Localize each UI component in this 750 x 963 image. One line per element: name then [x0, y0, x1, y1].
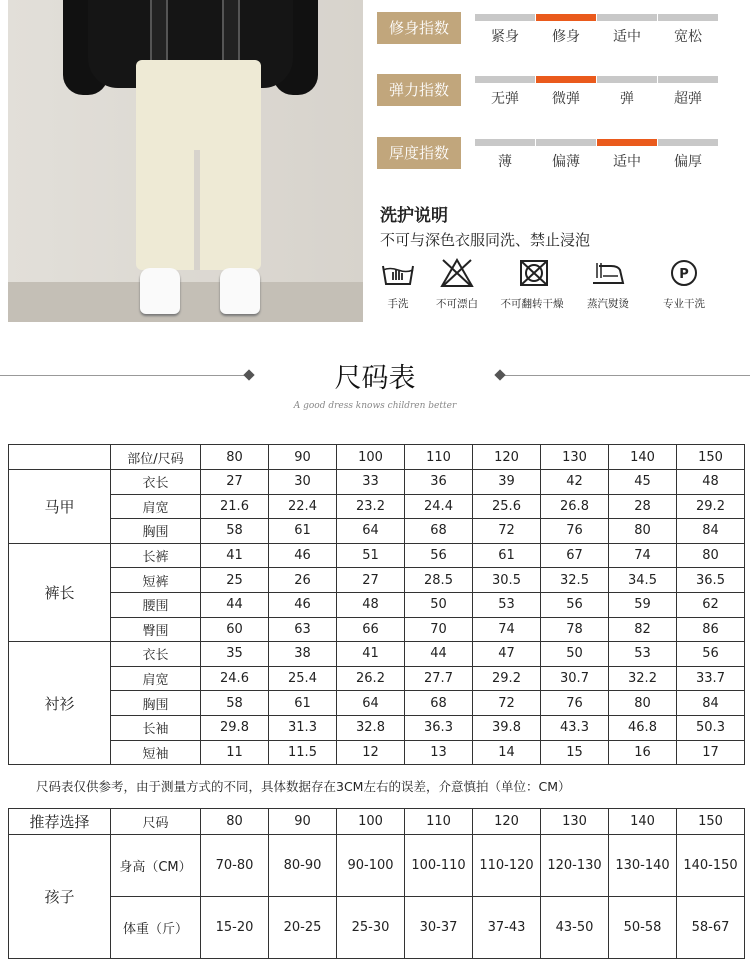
- care-label-dry-clean: 专业干洗: [663, 298, 705, 310]
- recommend-value-cell: 120-130: [541, 835, 609, 897]
- size-value-cell: 56: [677, 642, 745, 667]
- size-row: [9, 494, 745, 519]
- recommend-value-cell: 90-100: [337, 835, 405, 897]
- size-chart-note: 尺码表仅供参考，由于测量方式的不同，具体数据存在3CM左右的误差，介意慎拍（单位：CM）: [36, 779, 571, 794]
- recommend-group-label: 孩子: [9, 835, 111, 959]
- size-value-cell: 50: [541, 642, 609, 667]
- recommend-row: [9, 897, 745, 959]
- size-value-cell: 28.5: [405, 568, 473, 593]
- care-label-steam-iron: 蒸汽熨烫: [587, 298, 629, 310]
- hand-wash-icon: [381, 258, 415, 288]
- recommend-value-cell: 20-25: [269, 897, 337, 959]
- size-value-cell: 44: [405, 642, 473, 667]
- size-value-cell: 42: [541, 470, 609, 495]
- recommend-value-cell: 58-67: [677, 897, 745, 959]
- size-header-row: [9, 445, 745, 470]
- fit-index-segment: [658, 14, 718, 21]
- recommend-value-cell: 100-110: [405, 835, 473, 897]
- size-row: [9, 691, 745, 716]
- size-value-cell: 80: [677, 543, 745, 568]
- size-value-cell: 29.8: [201, 715, 269, 740]
- size-value-cell: 61: [269, 519, 337, 544]
- size-value-cell: 26.8: [541, 494, 609, 519]
- thickness-index-segment: [658, 139, 718, 146]
- size-value-cell: 66: [337, 617, 405, 642]
- size-value-cell: 30.5: [473, 568, 541, 593]
- fit-index-option: 修身: [552, 29, 580, 45]
- size-header-cell: 80: [201, 445, 269, 470]
- size-value-cell: 29.2: [677, 494, 745, 519]
- stretch-index-segment: [536, 76, 596, 83]
- size-value-cell: 68: [405, 691, 473, 716]
- size-value-cell: 58: [201, 519, 269, 544]
- dry-clean-icon: [667, 258, 701, 288]
- recommend-size-cell: 130: [541, 809, 609, 835]
- recommend-value-cell: 80-90: [269, 835, 337, 897]
- size-value-cell: 22.4: [269, 494, 337, 519]
- care-label-no-bleach: 不可漂白: [436, 298, 478, 310]
- size-header-empty: [9, 445, 111, 470]
- size-part-label: 长裤: [111, 543, 201, 568]
- size-value-cell: 50.3: [677, 715, 745, 740]
- care-instructions: 不可与深色衣服同洗、禁止浸泡: [380, 231, 591, 249]
- size-value-cell: 72: [473, 519, 541, 544]
- size-value-cell: 56: [541, 592, 609, 617]
- thickness-index-segment: [536, 139, 596, 146]
- size-row: [9, 715, 745, 740]
- fit-index-segment: [597, 14, 657, 21]
- size-value-cell: 46: [269, 592, 337, 617]
- recommend-size-cell: 100: [337, 809, 405, 835]
- svg-text:P: P: [679, 267, 689, 282]
- size-chart-subtitle: A good dress knows children better: [293, 401, 457, 411]
- size-value-cell: 30.7: [541, 666, 609, 691]
- size-row: [9, 617, 745, 642]
- size-value-cell: 32.8: [337, 715, 405, 740]
- recommend-value-cell: 30-37: [405, 897, 473, 959]
- size-group-label: 裤长: [9, 543, 111, 641]
- no-bleach-icon: [440, 258, 474, 288]
- recommend-size-label: 尺码: [111, 809, 201, 835]
- size-value-cell: 30: [269, 470, 337, 495]
- size-value-cell: 13: [405, 740, 473, 765]
- divider-diamond-left: [243, 369, 254, 380]
- size-value-cell: 64: [337, 691, 405, 716]
- size-row: [9, 543, 745, 568]
- size-value-cell: 26.2: [337, 666, 405, 691]
- recommend-value-cell: 37-43: [473, 897, 541, 959]
- size-value-cell: 15: [541, 740, 609, 765]
- fit-index-option: 适中: [613, 29, 641, 45]
- divider-diamond-right: [494, 369, 505, 380]
- size-value-cell: 86: [677, 617, 745, 642]
- size-value-cell: 23.2: [337, 494, 405, 519]
- size-row: [9, 519, 745, 544]
- size-value-cell: 59: [609, 592, 677, 617]
- size-value-cell: 47: [473, 642, 541, 667]
- size-value-cell: 43.3: [541, 715, 609, 740]
- size-value-cell: 46: [269, 543, 337, 568]
- size-row: [9, 740, 745, 765]
- size-value-cell: 25.4: [269, 666, 337, 691]
- size-header-cell: 150: [677, 445, 745, 470]
- size-value-cell: 48: [337, 592, 405, 617]
- thickness-index-option: 偏厚: [674, 154, 702, 170]
- size-value-cell: 32.2: [609, 666, 677, 691]
- recommend-value-cell: 15-20: [201, 897, 269, 959]
- size-value-cell: 39.8: [473, 715, 541, 740]
- size-value-cell: 34.5: [609, 568, 677, 593]
- size-row: [9, 642, 745, 667]
- size-part-label: 腰围: [111, 592, 201, 617]
- size-header-cell: 110: [405, 445, 473, 470]
- size-value-cell: 33.7: [677, 666, 745, 691]
- thickness-index-option: 薄: [498, 154, 512, 170]
- thickness-index-segment: [475, 139, 535, 146]
- size-value-cell: 25: [201, 568, 269, 593]
- size-part-label: 短裤: [111, 568, 201, 593]
- stretch-index-option: 弹: [620, 91, 634, 107]
- size-value-cell: 74: [473, 617, 541, 642]
- thickness-index-option: 偏薄: [552, 154, 580, 170]
- fit-index-label: 修身指数: [377, 12, 461, 44]
- recommend-size-cell: 140: [609, 809, 677, 835]
- size-row: [9, 568, 745, 593]
- fit-index-segment: [475, 14, 535, 21]
- suspender-strap-right: [222, 0, 240, 68]
- size-value-cell: 11.5: [269, 740, 337, 765]
- size-value-cell: 14: [473, 740, 541, 765]
- stretch-index-option: 微弹: [552, 91, 580, 107]
- thickness-index-label: 厚度指数: [377, 137, 461, 169]
- size-value-cell: 32.5: [541, 568, 609, 593]
- recommend-value-cell: 110-120: [473, 835, 541, 897]
- size-value-cell: 16: [609, 740, 677, 765]
- size-value-cell: 67: [541, 543, 609, 568]
- recommend-value-cell: 43-50: [541, 897, 609, 959]
- size-value-cell: 46.8: [609, 715, 677, 740]
- recommend-value-cell: 25-30: [337, 897, 405, 959]
- size-header-cell: 120: [473, 445, 541, 470]
- size-value-cell: 63: [269, 617, 337, 642]
- size-value-cell: 60: [201, 617, 269, 642]
- photo-floor: [8, 282, 363, 322]
- recommend-size-cell: 150: [677, 809, 745, 835]
- size-chart-title: 尺码表: [334, 363, 416, 394]
- size-value-cell: 50: [405, 592, 473, 617]
- size-header-cell: 140: [609, 445, 677, 470]
- size-value-cell: 51: [337, 543, 405, 568]
- size-value-cell: 38: [269, 642, 337, 667]
- size-value-cell: 21.6: [201, 494, 269, 519]
- size-part-label: 短袖: [111, 740, 201, 765]
- divider-right: [500, 375, 750, 376]
- size-value-cell: 35: [201, 642, 269, 667]
- suspender-strap-left: [150, 0, 168, 68]
- size-value-cell: 80: [609, 691, 677, 716]
- size-value-cell: 61: [269, 691, 337, 716]
- size-value-cell: 25.6: [473, 494, 541, 519]
- recommend-size-cell: 110: [405, 809, 473, 835]
- recommend-size-cell: 90: [269, 809, 337, 835]
- size-value-cell: 44: [201, 592, 269, 617]
- recommend-table: [8, 808, 745, 959]
- size-row: [9, 470, 745, 495]
- size-value-cell: 36.5: [677, 568, 745, 593]
- stretch-index-option: 超弹: [674, 91, 702, 107]
- white-shoe-left: [140, 268, 180, 314]
- size-part-label: 衣长: [111, 642, 201, 667]
- steam-iron-icon: [591, 258, 625, 288]
- size-value-cell: 61: [473, 543, 541, 568]
- size-value-cell: 31.3: [269, 715, 337, 740]
- size-value-cell: 84: [677, 519, 745, 544]
- size-part-label: 胸围: [111, 519, 201, 544]
- size-value-cell: 29.2: [473, 666, 541, 691]
- recommend-title: 推荐选择: [9, 809, 111, 835]
- size-value-cell: 27.7: [405, 666, 473, 691]
- size-row: [9, 666, 745, 691]
- size-group-label: 衬衫: [9, 642, 111, 765]
- stretch-index-segment: [658, 76, 718, 83]
- size-header-cell: 100: [337, 445, 405, 470]
- care-label-hand-wash: 手洗: [387, 298, 409, 310]
- size-value-cell: 27: [337, 568, 405, 593]
- white-shoe-right: [220, 268, 260, 314]
- recommend-header-row: [9, 809, 745, 835]
- fit-index-option: 紧身: [491, 29, 519, 45]
- size-header-cell: 130: [541, 445, 609, 470]
- recommend-value-cell: 140-150: [677, 835, 745, 897]
- size-value-cell: 41: [201, 543, 269, 568]
- size-value-cell: 36.3: [405, 715, 473, 740]
- size-value-cell: 39: [473, 470, 541, 495]
- size-part-label: 衣长: [111, 470, 201, 495]
- size-value-cell: 41: [337, 642, 405, 667]
- size-part-label: 肩宽: [111, 494, 201, 519]
- recommend-value-cell: 130-140: [609, 835, 677, 897]
- size-value-cell: 76: [541, 519, 609, 544]
- size-group-label: 马甲: [9, 470, 111, 544]
- size-value-cell: 24.6: [201, 666, 269, 691]
- size-header-label: 部位/尺码: [111, 445, 201, 470]
- size-value-cell: 53: [473, 592, 541, 617]
- size-value-cell: 26: [269, 568, 337, 593]
- size-value-cell: 48: [677, 470, 745, 495]
- size-part-label: 臀围: [111, 617, 201, 642]
- pants-leg-gap: [194, 150, 200, 270]
- no-tumble-dry-icon: [517, 258, 551, 288]
- recommend-value-cell: 70-80: [201, 835, 269, 897]
- size-value-cell: 82: [609, 617, 677, 642]
- size-chart-table: [8, 444, 745, 765]
- size-value-cell: 64: [337, 519, 405, 544]
- stretch-index-segment: [597, 76, 657, 83]
- care-title: 洗护说明: [380, 206, 448, 226]
- size-row: [9, 592, 745, 617]
- size-value-cell: 56: [405, 543, 473, 568]
- size-value-cell: 72: [473, 691, 541, 716]
- care-label-no-tumble-dry: 不可翻转干燥: [500, 298, 564, 310]
- recommend-value-cell: 50-58: [609, 897, 677, 959]
- stretch-index-label: 弹力指数: [377, 74, 461, 106]
- size-value-cell: 78: [541, 617, 609, 642]
- size-value-cell: 58: [201, 691, 269, 716]
- size-value-cell: 45: [609, 470, 677, 495]
- size-value-cell: 68: [405, 519, 473, 544]
- size-value-cell: 80: [609, 519, 677, 544]
- thickness-index-segment: [597, 139, 657, 146]
- size-value-cell: 12: [337, 740, 405, 765]
- size-value-cell: 53: [609, 642, 677, 667]
- size-value-cell: 33: [337, 470, 405, 495]
- recommend-row-label: 体重（斤）: [111, 897, 201, 959]
- fit-index-segment: [536, 14, 596, 21]
- stretch-index-option: 无弹: [491, 91, 519, 107]
- size-value-cell: 76: [541, 691, 609, 716]
- size-value-cell: 24.4: [405, 494, 473, 519]
- size-value-cell: 11: [201, 740, 269, 765]
- divider-left: [0, 375, 246, 376]
- size-part-label: 胸围: [111, 691, 201, 716]
- size-value-cell: 27: [201, 470, 269, 495]
- recommend-size-cell: 80: [201, 809, 269, 835]
- size-value-cell: 70: [405, 617, 473, 642]
- recommend-size-cell: 120: [473, 809, 541, 835]
- size-part-label: 长袖: [111, 715, 201, 740]
- size-part-label: 肩宽: [111, 666, 201, 691]
- size-value-cell: 36: [405, 470, 473, 495]
- size-value-cell: 74: [609, 543, 677, 568]
- recommend-row: [9, 835, 745, 897]
- fit-index-option: 宽松: [674, 29, 702, 45]
- product-photo: [8, 0, 363, 322]
- size-header-cell: 90: [269, 445, 337, 470]
- stretch-index-segment: [475, 76, 535, 83]
- recommend-row-label: 身高（CM）: [111, 835, 201, 897]
- size-value-cell: 62: [677, 592, 745, 617]
- size-value-cell: 17: [677, 740, 745, 765]
- thickness-index-option: 适中: [613, 154, 641, 170]
- size-value-cell: 84: [677, 691, 745, 716]
- size-value-cell: 28: [609, 494, 677, 519]
